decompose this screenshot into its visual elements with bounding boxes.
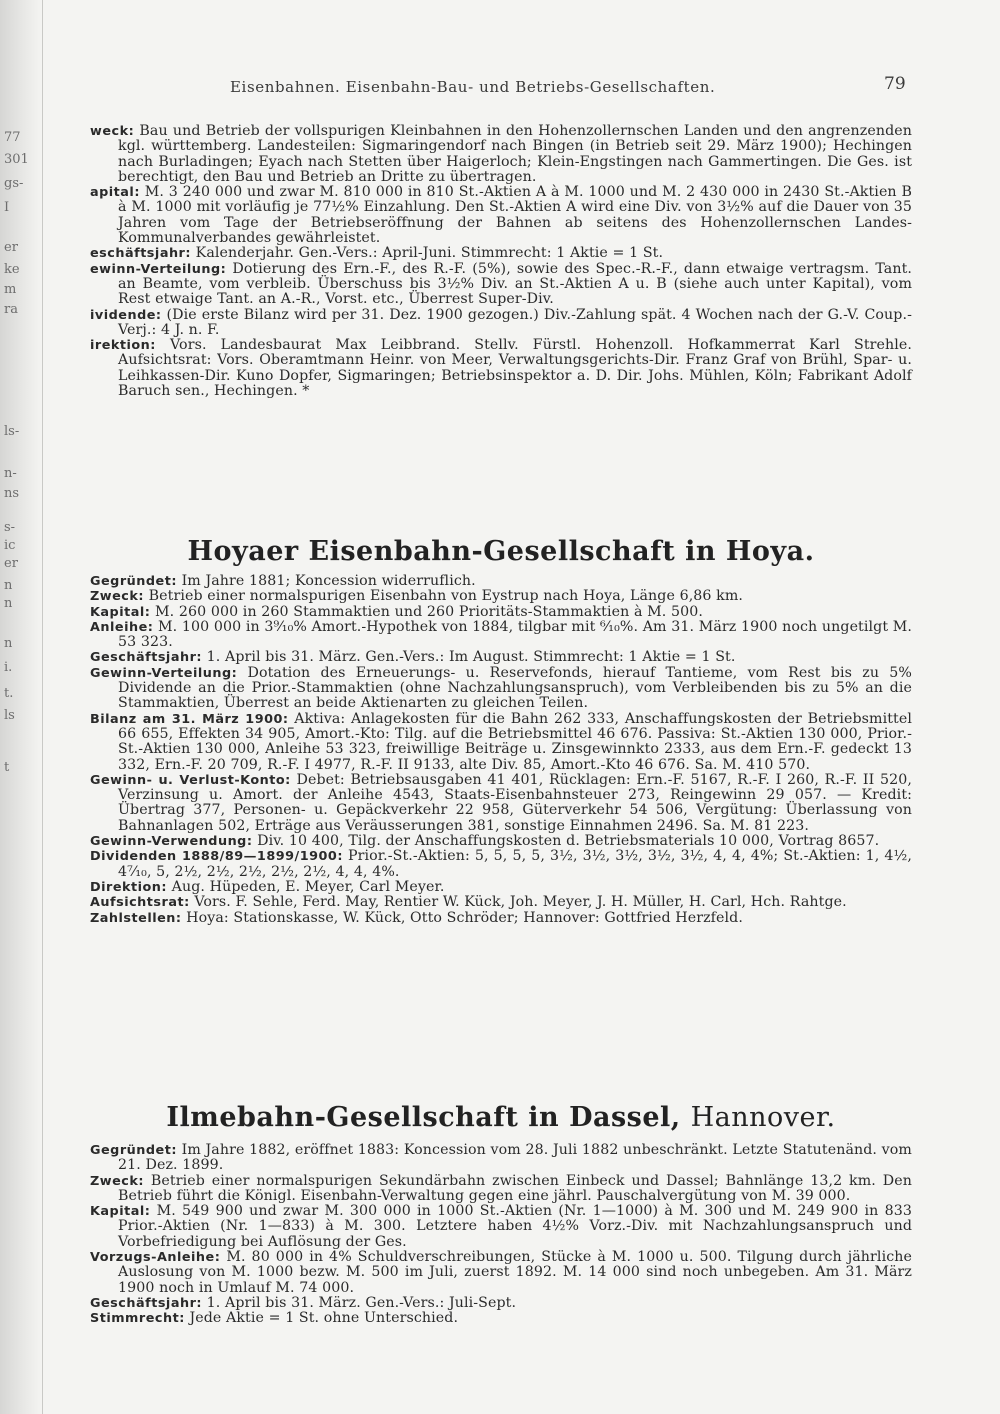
- ilme-section: [90, 1143, 912, 1327]
- entry-text: Jede Aktie = 1 St. ohne Unterschied.: [189, 1310, 459, 1327]
- entry-label: Dividenden 1888/89—1899/1900:: [90, 849, 343, 865]
- entry-label: Gewinn-Verwendung:: [90, 834, 253, 850]
- gutter-fragment: t.: [4, 686, 14, 701]
- entry-label: Gegründet:: [90, 1143, 177, 1158]
- entry-text: Betrieb einer normalspurigen Sekundärbahn zwischen Einbeck und Dassel; Bahnlänge 13,2 km. Den Betrieb führt die Königl. Eisenbahn-Verwaltung gegen eine jährl. Pauschalvergütung von M. 39 000.: [118, 1172, 912, 1204]
- hoya-section: [90, 574, 912, 926]
- entry-paragraph: [90, 773, 912, 834]
- entry-label: Zweck:: [90, 1173, 144, 1189]
- top-section: [90, 124, 912, 399]
- entry-paragraph: [90, 185, 912, 246]
- gutter-fragment: gs-: [4, 176, 24, 191]
- entry-paragraph: [90, 605, 912, 620]
- entry-text: M. 260 000 in 260 Stammaktien und 260 Prioritäts-Stammaktien à M. 500.: [154, 603, 703, 620]
- entry-label: ividende:: [90, 307, 162, 323]
- section-heading-ilme: [90, 1102, 912, 1133]
- entry-text: M. 3 240 000 und zwar M. 810 000 in 810 St.-Aktien A à M. 1000 und M. 2 430 000 in 2430 St.-Aktien B à M. 1000 mit vorläufig je 77½% Einzahlung. Den St.-Aktien A wird eine Div. von 3½% auf die Dauer von 35 Jahren vom Tage der Betriebseröffnung der Bahnen ab seitens des Hohenzollernschen Landes-Kommunalverbandes gewährleistet.: [118, 184, 912, 247]
- entry-label: ewinn-Verteilung:: [90, 261, 227, 277]
- entry-text: Aug. Hüpeden, E. Meyer, Carl Meyer.: [171, 878, 445, 895]
- entry-label: Bilanz am 31. März 1900:: [90, 711, 289, 727]
- entry-label: Zweck:: [90, 589, 144, 605]
- gutter-fragment: I: [4, 200, 10, 215]
- entry-paragraph: [90, 620, 912, 651]
- gutter-fragment: i.: [4, 660, 13, 675]
- entry-text: M. 549 900 und zwar M. 300 000 in 1000 St.-Aktien (Nr. 1—1000) à M. 300 und M. 249 900 in 833 Prior.-Aktien (Nr. 1—833) à M. 300. Letztere haben 4½% Vorz.-Div. mit Nachzahlungsanspruch und Vorbefriedigung bei Auflösung der Ges.: [118, 1203, 912, 1250]
- entry-paragraph: [90, 124, 912, 185]
- entry-label: Geschäftsjahr:: [90, 650, 202, 666]
- entry-label: Gegründet:: [90, 574, 177, 589]
- entry-label: Gewinn- u. Verlust-Konto:: [90, 772, 291, 788]
- gutter-fragment: ns: [4, 486, 20, 501]
- gutter-fragment: 301: [4, 152, 29, 167]
- entry-paragraph: [90, 1250, 912, 1296]
- entry-paragraph: [90, 834, 912, 849]
- entry-text: Div. 10 400, Tilg. der Anschaffungskosten d. Betriebsmaterials 10 000, Vortrag 8657.: [257, 833, 880, 850]
- entry-text: Vors. Landesbaurat Max Leibbrand. Stellv. Fürstl. Hohenzoll. Hofkammerrat Karl Strehle. Aufsichtsrat: Vors. Oberamtmann Heinr. von Meer, Verwaltungsgerichts-Dir. Franz Graf von Brühl, Spar- u. Leihkassen-Dir. Kuno Dopfer, Sigmaringen; Betriebsinspektor a. D. Dir. Johs. Mühlen, Köln; Fabrikant Adolf Baruch sen., Hechingen. *: [118, 337, 912, 400]
- gutter-fragment: er: [4, 556, 18, 571]
- page-number: 79: [884, 74, 906, 94]
- entry-paragraph: [90, 338, 912, 399]
- entry-paragraph: [90, 895, 912, 910]
- entry-paragraph: [90, 308, 912, 339]
- gutter-fragment: 77: [4, 130, 21, 145]
- entry-label: weck:: [90, 124, 135, 139]
- entry-text: Aktiva: Anlagekosten für die Bahn 262 333, Anschaffungskosten der Betriebsmittel 66 655, Effekten 34 905, Amort.-Kto: Tilg. auf die Betriebsmittel 46 676. Passiva: St.-Aktien 130 000, Prior.-St.-Aktien 130 000, Anleihe 53 323, freiwillige Beiträge u. Zinsgewinnkto 2333, aus dem Ern.-F. gedeckt 13 332, Ern.-F. 20 709, R.-F. I 4977, R.-F. II 9133, alte Div. 85, Amort.-Kto 46 676. Sa. M. 410 570.: [118, 710, 912, 773]
- gutter-fragment: ls-: [4, 424, 20, 439]
- gutter-fragment: ls: [4, 708, 15, 723]
- entry-text: 1. April bis 31. März. Gen.-Vers.: Im August. Stimmrecht: 1 Aktie = 1 St.: [206, 649, 736, 666]
- entry-paragraph: [90, 1204, 912, 1250]
- entry-text: Im Jahre 1882, eröffnet 1883: Koncession vom 28. Juli 1882 unbeschränkt. Letzte Statutenänd. vom 21. Dez. 1899.: [118, 1142, 912, 1174]
- entry-text: Prior.-St.-Aktien: 5, 5, 5, 5, 3½, 3½, 3½, 3½, 3½, 4, 4, 4%; St.-Aktien: 1, 4½, 4⁷⁄₁₀, 5, 2½, 2½, 2½, 2½, 2½, 4, 4, 4%.: [118, 848, 912, 880]
- entry-label: eschäftsjahr:: [90, 246, 191, 262]
- entry-paragraph: [90, 712, 912, 773]
- entry-paragraph: [90, 262, 912, 308]
- section-heading-hoya: Hoyaer Eisenbahn-Gesellschaft in Hoya.: [187, 536, 815, 567]
- gutter-fragment: ra: [4, 302, 18, 317]
- gutter-fragment: s-: [4, 520, 16, 535]
- entry-paragraph: [90, 574, 912, 589]
- entry-text: (Die erste Bilanz wird per 31. Dez. 1900 gezogen.) Div.-Zahlung spät. 4 Wochen nach der G.-V. Coup.-Verj.: 4 J. n. F.: [118, 306, 912, 338]
- entry-paragraph: [90, 246, 912, 261]
- entry-label: Vorzugs-Anleihe:: [90, 1250, 221, 1266]
- entry-label: apital:: [90, 185, 140, 201]
- entry-label: Kapital:: [90, 604, 151, 620]
- binding-gutter: [0, 0, 43, 1414]
- running-head: Eisenbahnen. Eisenbahn-Bau- und Betriebs-Gesellschaften.: [230, 78, 716, 96]
- entry-text: Kalenderjahr. Gen.-Vers.: April-Juni. Stimmrecht: 1 Aktie = 1 St.: [195, 245, 664, 262]
- entry-text: Dotierung des Ern.-F., des R.-F. (5%), sowie des Spec.-R.-F., dann etwaige vertragsm. Tant. an Beamte, vom verbleib. Überschuss bis 3½% Div. an St.-Aktien A u. B (siehe auch unter Kapital), vom Rest etwaige Tant. an A.-R., Vorst. etc., Überrest Super-Div.: [118, 260, 912, 308]
- entry-text: Im Jahre 1881; Koncession widerruflich.: [181, 573, 476, 589]
- ilme-heading-suffix: Hannover.: [690, 1102, 836, 1133]
- entry-label: Gewinn-Verteilung:: [90, 665, 238, 681]
- gutter-fragment: n: [4, 636, 13, 651]
- gutter-fragment: n-: [4, 466, 17, 481]
- entry-paragraph: [90, 589, 912, 604]
- gutter-fragment: n: [4, 578, 13, 593]
- entry-text: 1. April bis 31. März. Gen.-Vers.: Juli-Sept.: [206, 1294, 517, 1311]
- entry-label: irektion:: [90, 338, 156, 354]
- gutter-fragment: t: [4, 760, 10, 775]
- entry-label: Anleihe:: [90, 619, 154, 635]
- entry-text: M. 80 000 in 4% Schuldverschreibungen, Stücke à M. 1000 u. 500. Tilgung durch jährliche Auslosung von M. 1000 bezw. M. 500 im Juli, zuerst 1892. M. 14 000 sind noch unbegeben. Am 31. März 1900 noch in Umlauf M. 74 000.: [118, 1249, 912, 1296]
- gutter-fragment: m: [4, 282, 17, 297]
- entry-text: Dotation des Erneuerungs- u. Reservefonds, hierauf Tantieme, vom Rest bis zu 5% Dividende an die Prior.-Stammaktien (ohne Nachzahlungsanspruch), vom Verbleibenden bis zu 5% an die Stammaktien, Überrest an beide Aktienarten zu gleichen Teilen.: [118, 664, 912, 712]
- entry-paragraph: [90, 1174, 912, 1205]
- entry-label: Kapital:: [90, 1204, 151, 1220]
- entry-paragraph: [90, 849, 912, 880]
- entry-text: Debet: Betriebsausgaben 41 401, Rücklagen: Ern.-F. 5167, R.-F. I 260, R.-F. II 520, Verzinsung u. Amort. der Anleihe 4543, Staats-Eisenbahnsteuer 273, Reingewinn 29 057. — Kredit: Übertrag 377, Personen- u. Gepäckverkehr 22 958, Güterverkehr 54 506, Vergütung: Überlassung von Bahnanlagen 502, Erträge aus Veräusserungen 381, sonstige Einnahmen 2496. Sa. M. 81 223.: [118, 771, 912, 834]
- entry-paragraph: [90, 911, 912, 926]
- entry-text: Betrieb einer normalspurigen Eisenbahn von Eystrup nach Hoya, Länge 6,86 km.: [148, 588, 744, 605]
- gutter-fragment: n: [4, 596, 13, 611]
- entry-text: Hoya: Stationskasse, W. Kück, Otto Schröder; Hannover: Gottfried Herzfeld.: [186, 909, 743, 926]
- entry-paragraph: [90, 1143, 912, 1174]
- entry-text: Bau und Betrieb der vollspurigen Kleinbahnen in den Hohenzollernschen Landen und den angrenzenden kgl. württemberg. Landesteilen: Sigmaringendorf nach Bingen (in Betrieb seit 29. März 1900); Hechingen nach Burladingen; Eyach nach Stetten über Haigerloch; Klein-Engstingen nach Gammertingen. Die Ges. ist berechtigt, den Bau und Betrieb an Dritte zu übertragen.: [118, 123, 912, 185]
- entry-paragraph: [90, 666, 912, 712]
- entry-paragraph: [90, 880, 912, 895]
- entry-label: Aufsichtsrat:: [90, 895, 190, 911]
- entry-paragraph: [90, 1311, 912, 1326]
- entry-label: Geschäftsjahr:: [90, 1295, 202, 1311]
- entry-label: Stimmrecht:: [90, 1311, 185, 1327]
- entry-text: M. 100 000 in 3⁹⁄₁₀% Amort.-Hypothek von 1884, tilgbar mit ⁶⁄₁₀%. Am 31. März 1900 noch ungetilgt M. 53 323.: [118, 618, 912, 651]
- ilme-heading-main: Ilmebahn-Gesellschaft in Dassel,: [166, 1102, 681, 1133]
- gutter-fragment: ic: [4, 538, 16, 553]
- entry-paragraph: [90, 1296, 912, 1311]
- gutter-fragment: ke: [4, 262, 20, 277]
- entry-text: Vors. F. Sehle, Ferd. May, Rentier W. Kück, Joh. Meyer, J. H. Müller, H. Carl, Hch. Rahtge.: [194, 894, 847, 911]
- gutter-fragment: er: [4, 240, 18, 255]
- entry-label: Zahlstellen:: [90, 910, 182, 926]
- entry-label: Direktion:: [90, 879, 168, 895]
- entry-paragraph: [90, 650, 912, 665]
